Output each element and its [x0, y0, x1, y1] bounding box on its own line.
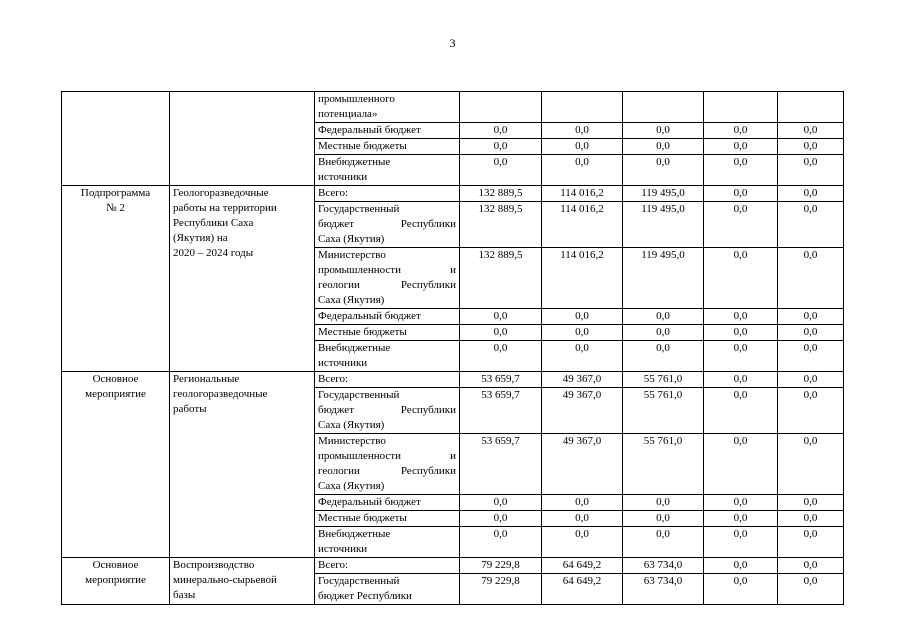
source-cell [315, 388, 460, 434]
text-line: Местные бюджеты [318, 326, 407, 338]
value-cell: 79 229,8 [460, 558, 542, 574]
text-line: 2020 – 2024 годы [173, 247, 254, 259]
source-cell [315, 511, 460, 527]
value-cell: 119 495,0 [623, 248, 704, 309]
value-cell: 132 889,5 [460, 248, 542, 309]
value-cell: 0,0 [704, 495, 778, 511]
value-cell: 0,0 [778, 123, 844, 139]
text-line: потенциала» [318, 108, 378, 120]
text-line: Министерство [318, 435, 386, 447]
source-cell [315, 325, 460, 341]
value-cell: 0,0 [623, 527, 704, 558]
source-cell: Местные бюджеты [315, 139, 460, 155]
text-line: геологии Республики [318, 279, 456, 291]
value-cell: 0,0 [704, 341, 778, 372]
text-line: Подпрограмма [80, 187, 151, 199]
value-cell: 0,0 [704, 372, 778, 388]
value-cell: 0,0 [460, 123, 542, 139]
value-cell: 0,0 [778, 495, 844, 511]
source-cell [315, 434, 460, 495]
value-cell: 64 649,2 [542, 558, 623, 574]
value-cell: 55 761,0 [623, 388, 704, 434]
text-line: Государственный [318, 203, 400, 215]
value-cell: 0,0 [460, 341, 542, 372]
table-row [62, 186, 844, 202]
value-cell: 0,0 [704, 388, 778, 434]
value-cell: 63 734,0 [623, 558, 704, 574]
text-line: Республики Саха [173, 217, 254, 229]
source-cell [315, 527, 460, 558]
value-cell: 79 229,8 [460, 574, 542, 605]
value-cell: 0,0 [542, 341, 623, 372]
value-cell: 0,0 [704, 527, 778, 558]
text-line: Внебюджетные [318, 156, 391, 168]
value-cell: 0,0 [778, 248, 844, 309]
text-line: работы на территории [173, 202, 277, 214]
text-line: Воспроизводство [173, 559, 255, 571]
value-cell: 0,0 [704, 558, 778, 574]
value-cell: 49 367,0 [542, 388, 623, 434]
source-cell [315, 495, 460, 511]
text-line: бюджет Республики [318, 404, 456, 416]
text-line: Всего: [318, 373, 349, 385]
value-cell: 0,0 [778, 202, 844, 248]
value-cell: 49 367,0 [542, 372, 623, 388]
text-line: Федеральный бюджет [318, 496, 421, 508]
value-cell: 0,0 [704, 186, 778, 202]
text-line: бюджет Республики [318, 590, 412, 602]
value-cell: 64 649,2 [542, 574, 623, 605]
source-cell [315, 202, 460, 248]
value-cell: 119 495,0 [623, 186, 704, 202]
value-cell: 0,0 [778, 574, 844, 605]
value-cell: 53 659,7 [460, 388, 542, 434]
value-cell [542, 92, 623, 123]
value-cell: 0,0 [623, 123, 704, 139]
value-cell: 0,0 [542, 155, 623, 186]
source-cell [315, 186, 460, 202]
text-line: бюджет Республики [318, 218, 456, 230]
text-line: промышленности и [318, 264, 456, 276]
description-cell [170, 92, 315, 186]
text-line: Государственный [318, 389, 400, 401]
table-row [62, 92, 844, 123]
value-cell: 55 761,0 [623, 372, 704, 388]
text-line: мероприятие [85, 574, 146, 586]
value-cell: 0,0 [542, 123, 623, 139]
source-cell [315, 309, 460, 325]
table-row [62, 558, 844, 574]
value-cell: 0,0 [704, 574, 778, 605]
value-cell: 0,0 [460, 309, 542, 325]
text-line: Саха (Якутия) [318, 294, 385, 306]
value-cell: 0,0 [623, 325, 704, 341]
value-cell: 63 734,0 [623, 574, 704, 605]
value-cell: 0,0 [542, 527, 623, 558]
value-cell: 0,0 [623, 155, 704, 186]
text-line: промышленного [318, 93, 395, 105]
value-cell: 0,0 [623, 495, 704, 511]
text-line: Министерство [318, 249, 386, 261]
text-line: Саха (Якутия) [318, 480, 385, 492]
text-line: Внебюджетные [318, 342, 391, 354]
program-cell [62, 558, 170, 605]
value-cell: 0,0 [460, 139, 542, 155]
text-line: Саха (Якутия) [318, 233, 385, 245]
value-cell: 0,0 [778, 372, 844, 388]
source-cell [315, 372, 460, 388]
program-cell [62, 186, 170, 372]
value-cell: 0,0 [704, 434, 778, 495]
value-cell: 0,0 [778, 511, 844, 527]
text-line: промышленности и [318, 450, 456, 462]
value-cell: 0,0 [623, 139, 704, 155]
budget-table [61, 91, 844, 605]
value-cell: 53 659,7 [460, 372, 542, 388]
text-line: источники [318, 543, 368, 555]
value-cell: 114 016,2 [542, 248, 623, 309]
value-cell: 0,0 [778, 341, 844, 372]
value-cell: 0,0 [542, 511, 623, 527]
text-line: Всего: [318, 559, 349, 571]
text-line: № 2 [106, 202, 125, 214]
value-cell: 0,0 [778, 139, 844, 155]
description-cell [170, 372, 315, 558]
value-cell: 114 016,2 [542, 202, 623, 248]
text-line: Региональные [173, 373, 240, 385]
value-cell: 0,0 [460, 155, 542, 186]
text-line: (Якутия) на [173, 232, 228, 244]
value-cell: 0,0 [704, 123, 778, 139]
value-cell: 0,0 [460, 325, 542, 341]
text-line: базы [173, 589, 196, 601]
value-cell: 132 889,5 [460, 202, 542, 248]
value-cell: 0,0 [778, 309, 844, 325]
source-cell [315, 558, 460, 574]
value-cell: 114 016,2 [542, 186, 623, 202]
value-cell: 0,0 [460, 495, 542, 511]
text-line: Местные бюджеты [318, 512, 407, 524]
text-line: минерально-сырьевой [173, 574, 277, 586]
value-cell: 53 659,7 [460, 434, 542, 495]
value-cell: 0,0 [704, 309, 778, 325]
value-cell: 0,0 [704, 155, 778, 186]
value-cell: 0,0 [460, 527, 542, 558]
source-cell: Федеральный бюджет [315, 123, 460, 139]
value-cell: 0,0 [623, 341, 704, 372]
text-line: Основное [92, 559, 139, 571]
text-line: геологии Республики [318, 465, 456, 477]
source-cell [315, 248, 460, 309]
value-cell: 0,0 [778, 558, 844, 574]
text-line: Саха (Якутия) [318, 419, 385, 431]
value-cell: 0,0 [704, 511, 778, 527]
value-cell: 0,0 [460, 511, 542, 527]
value-cell: 0,0 [778, 155, 844, 186]
value-cell: 55 761,0 [623, 434, 704, 495]
source-cell [315, 574, 460, 605]
value-cell [778, 92, 844, 123]
value-cell: 132 889,5 [460, 186, 542, 202]
text-line: работы [173, 403, 207, 415]
value-cell: 0,0 [778, 186, 844, 202]
program-cell [62, 372, 170, 558]
text-line: Государственный [318, 575, 400, 587]
source-cell [315, 341, 460, 372]
text-line: мероприятие [85, 388, 146, 400]
value-cell [704, 92, 778, 123]
value-cell [623, 92, 704, 123]
value-cell: 0,0 [542, 139, 623, 155]
table-row [62, 372, 844, 388]
value-cell: 0,0 [542, 309, 623, 325]
text-line: геологоразведочные [173, 388, 268, 400]
description-cell [170, 558, 315, 605]
value-cell: 0,0 [778, 527, 844, 558]
text-line: Геологоразведочные [173, 187, 269, 199]
description-cell [170, 186, 315, 372]
source-cell [315, 155, 460, 186]
text-line: источники [318, 357, 368, 369]
text-line: Федеральный бюджет [318, 310, 421, 322]
source-cell [315, 92, 460, 123]
value-cell: 0,0 [623, 309, 704, 325]
text-line: Всего: [318, 187, 349, 199]
value-cell: 0,0 [778, 434, 844, 495]
value-cell: 0,0 [542, 495, 623, 511]
value-cell [460, 92, 542, 123]
text-line: Основное [92, 373, 139, 385]
value-cell: 0,0 [778, 325, 844, 341]
value-cell: 0,0 [778, 388, 844, 434]
text-line: Внебюджетные [318, 528, 391, 540]
value-cell: 0,0 [704, 248, 778, 309]
value-cell: 0,0 [542, 325, 623, 341]
program-cell [62, 92, 170, 186]
value-cell: 0,0 [704, 202, 778, 248]
text-line: источники [318, 171, 368, 183]
value-cell: 0,0 [704, 325, 778, 341]
value-cell: 119 495,0 [623, 202, 704, 248]
value-cell: 49 367,0 [542, 434, 623, 495]
page-number: 3 [449, 36, 456, 50]
value-cell: 0,0 [623, 511, 704, 527]
value-cell: 0,0 [704, 139, 778, 155]
